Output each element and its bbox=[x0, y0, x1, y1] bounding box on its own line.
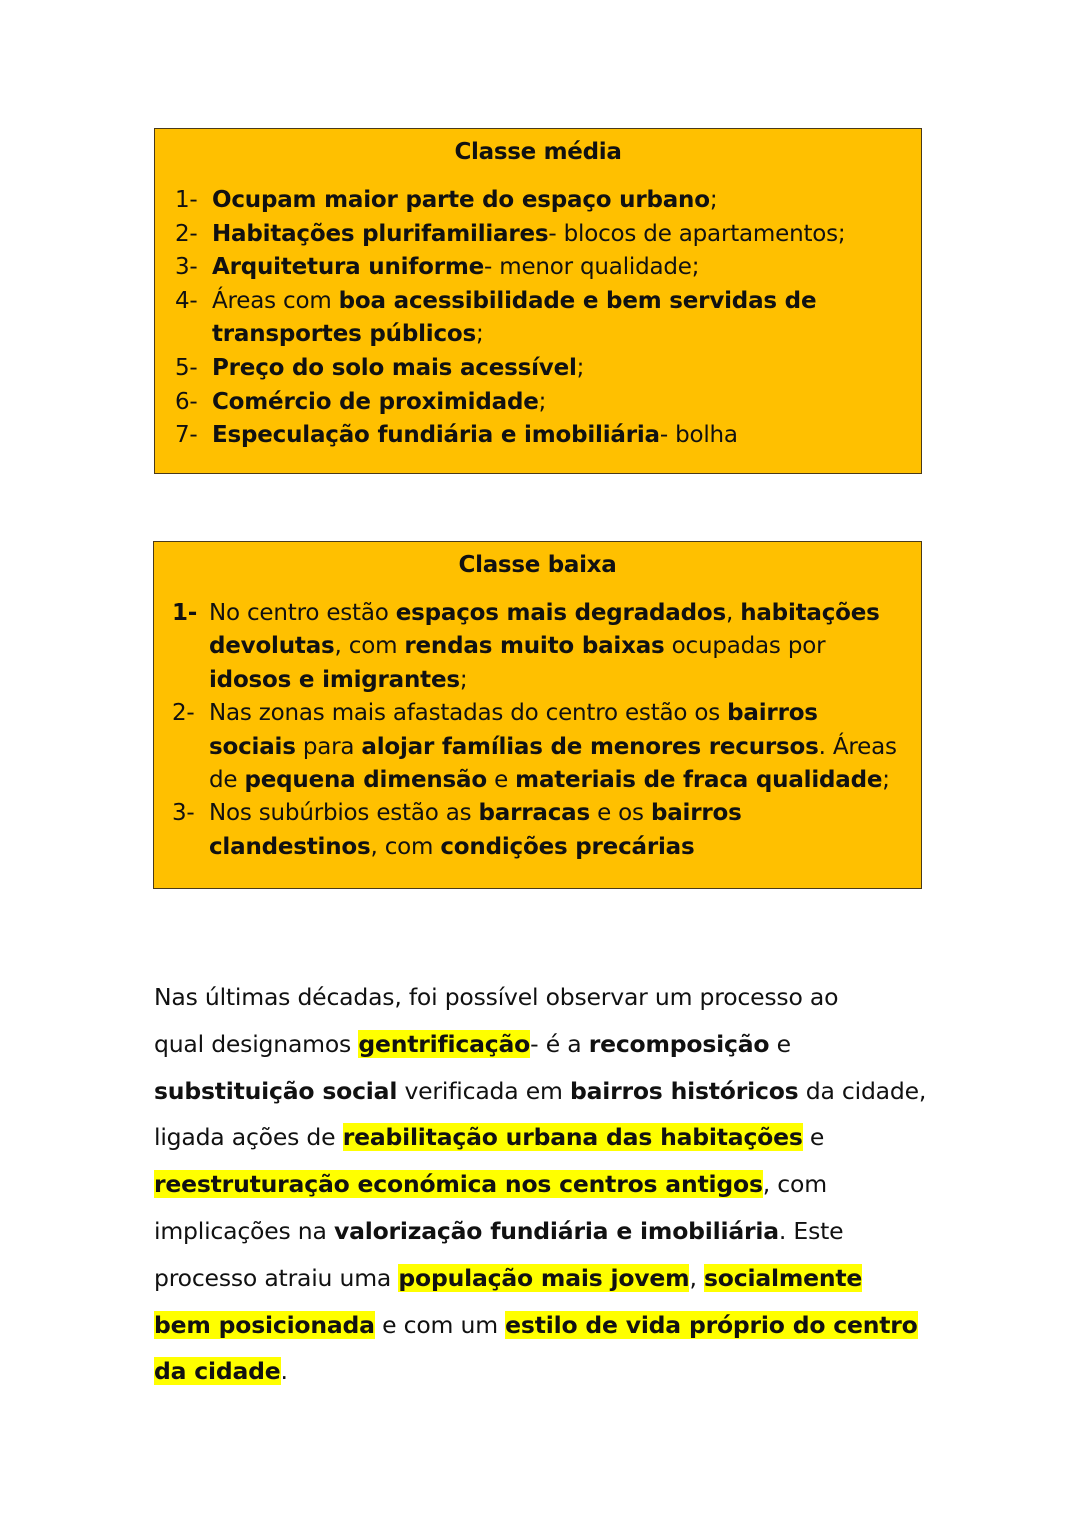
highlighted-text: população mais jovem bbox=[398, 1263, 690, 1292]
text: Nos subúrbios estão as bbox=[209, 800, 479, 827]
list-line bbox=[175, 319, 484, 349]
list-number: 5- bbox=[175, 355, 198, 381]
bold-text: devolutas bbox=[209, 633, 335, 660]
text: ; bbox=[709, 187, 718, 213]
text: e bbox=[802, 1123, 825, 1152]
text: . Este bbox=[778, 1217, 844, 1245]
highlighted-text: reestruturação económica nos centros antigos bbox=[154, 1170, 763, 1199]
list-line bbox=[172, 698, 818, 728]
list-number: 7- bbox=[175, 422, 198, 449]
bold-text: Arquitetura uniforme bbox=[212, 254, 485, 281]
list-line bbox=[175, 353, 584, 383]
text: ; bbox=[476, 321, 484, 348]
text: Áreas com bbox=[212, 287, 339, 314]
list-line bbox=[175, 420, 738, 450]
bold-text: Preço do solo mais acessível bbox=[212, 355, 577, 381]
bold-text: bairros bbox=[650, 800, 742, 827]
highlighted-text: da cidade bbox=[154, 1357, 281, 1386]
text: Nas últimas décadas, foi possível observar um processo ao bbox=[154, 983, 839, 1011]
text: ; bbox=[882, 767, 890, 793]
bold-text: idosos e imigrantes bbox=[209, 666, 460, 693]
paragraph-line bbox=[154, 1308, 918, 1342]
list-number: 1- bbox=[172, 600, 198, 626]
highlighted-text: gentrificação bbox=[358, 1029, 531, 1058]
classe-media-title: Classe média bbox=[454, 139, 622, 165]
list-line bbox=[172, 598, 880, 628]
paragraph-line bbox=[154, 1027, 791, 1061]
text: qual designamos bbox=[154, 1029, 359, 1058]
bold-text: clandestinos bbox=[209, 833, 371, 860]
text: ; bbox=[576, 355, 585, 381]
text: ocupadas por bbox=[664, 633, 826, 660]
list-line bbox=[172, 798, 742, 828]
list-number: 3- bbox=[172, 800, 195, 827]
text: , com bbox=[334, 633, 405, 660]
list-line bbox=[175, 185, 717, 215]
text: - bolha bbox=[659, 422, 738, 449]
text: ; bbox=[538, 388, 547, 415]
text: , bbox=[689, 1263, 704, 1292]
paragraph-line bbox=[154, 1214, 843, 1248]
text: , bbox=[725, 600, 741, 626]
bold-text: boa acessibilidade e bem servidas de bbox=[338, 287, 817, 314]
paragraph-line bbox=[154, 1354, 288, 1388]
bold-text: espaços mais degradados bbox=[395, 600, 726, 626]
text: ligada ações de bbox=[154, 1123, 343, 1152]
bold-text: materiais de fraca qualidade bbox=[515, 767, 883, 793]
text: - é a bbox=[530, 1029, 589, 1058]
text: e os bbox=[589, 800, 651, 827]
bold-text: barracas bbox=[478, 800, 590, 827]
bold-text: condições precárias bbox=[440, 833, 695, 860]
list-number: 4- bbox=[175, 287, 198, 314]
highlighted-text: reabilitação urbana das habitações bbox=[342, 1123, 803, 1152]
paragraph-line bbox=[154, 1261, 862, 1295]
list-line bbox=[172, 631, 825, 661]
bold-text: rendas muito baixas bbox=[404, 633, 665, 660]
text: Nas zonas mais afastadas do centro estão os bbox=[209, 700, 728, 727]
highlighted-text: bem posicionada bbox=[154, 1310, 375, 1339]
text: - blocos de apartamentos; bbox=[548, 220, 846, 247]
classe-baixa-box bbox=[153, 541, 922, 889]
text: verificada em bbox=[397, 1076, 570, 1105]
text: para bbox=[295, 733, 362, 760]
bold-text: pequena dimensão bbox=[244, 767, 487, 793]
classe-baixa-title: Classe baixa bbox=[458, 552, 617, 578]
list-line bbox=[175, 252, 699, 282]
highlighted-text: socialmente bbox=[704, 1263, 863, 1292]
bold-text: transportes públicos bbox=[212, 321, 477, 348]
text: , com bbox=[762, 1170, 827, 1199]
list-number: 6- bbox=[175, 388, 198, 415]
bold-text: bairros bbox=[727, 700, 818, 727]
list-line bbox=[172, 665, 467, 695]
list-number: 3- bbox=[175, 254, 198, 281]
text: No centro estão bbox=[209, 600, 396, 626]
text: . Áreas bbox=[818, 733, 897, 760]
bold-text: Ocupam maior parte do espaço urbano bbox=[212, 187, 710, 213]
bold-text: alojar famílias de menores recursos bbox=[361, 733, 819, 760]
text: processo atraiu uma bbox=[154, 1263, 399, 1292]
bold-text: sociais bbox=[209, 733, 296, 760]
text: de bbox=[209, 767, 245, 793]
list-number: 2- bbox=[172, 700, 195, 727]
list-line bbox=[175, 387, 546, 417]
text: , com bbox=[370, 833, 441, 860]
classe-media-box bbox=[154, 128, 922, 474]
text: e bbox=[769, 1029, 791, 1058]
text: - menor qualidade; bbox=[484, 254, 700, 281]
list-number: 1- bbox=[175, 187, 198, 213]
list-line bbox=[172, 832, 694, 862]
text: ; bbox=[459, 666, 468, 693]
text: e com um bbox=[374, 1310, 506, 1339]
list-line bbox=[175, 286, 816, 316]
bold-text: Comércio de proximidade bbox=[212, 388, 539, 415]
paragraph-line bbox=[154, 980, 838, 1014]
bold-text: substituição social bbox=[154, 1076, 398, 1105]
text: implicações na bbox=[154, 1217, 334, 1245]
paragraph-line bbox=[154, 1167, 827, 1201]
list-line bbox=[172, 732, 897, 762]
bold-text: Habitações plurifamiliares bbox=[212, 220, 549, 247]
bold-text: recomposição bbox=[588, 1029, 770, 1058]
text: da cidade, bbox=[798, 1076, 927, 1105]
list-number: 2- bbox=[175, 220, 198, 247]
paragraph-line bbox=[154, 1120, 824, 1154]
list-line bbox=[172, 765, 890, 795]
list-line bbox=[175, 219, 845, 249]
bold-text: Especulação fundiária e imobiliária bbox=[212, 422, 660, 449]
text: e bbox=[486, 767, 516, 793]
paragraph-line bbox=[154, 1074, 926, 1108]
highlighted-text: estilo de vida próprio do centro bbox=[505, 1310, 918, 1339]
bold-text: valorização fundiária e imobiliária bbox=[333, 1217, 779, 1245]
text: . bbox=[280, 1357, 288, 1386]
bold-text: bairros históricos bbox=[569, 1076, 799, 1105]
bold-text: habitações bbox=[740, 600, 880, 626]
